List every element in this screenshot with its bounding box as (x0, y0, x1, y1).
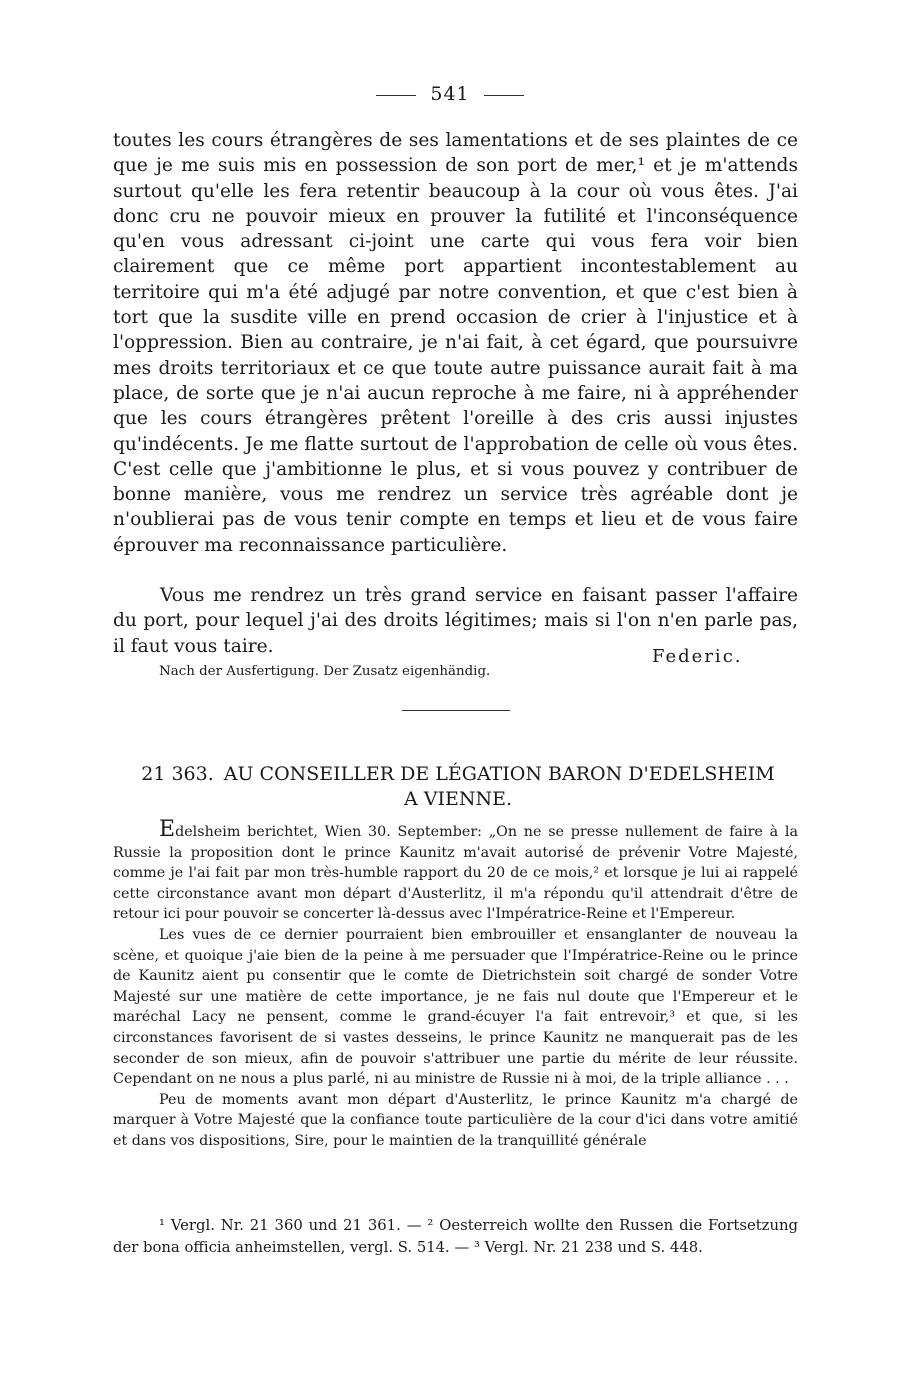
footnotes-text: ¹ Vergl. Nr. 21 360 und 21 361. — ² Oesterreich wollte den Russen die Fortsetzung der bona officia anheimstellen, vergl. S. 514. — ³ Vergl. Nr. 21 238 und S. 448. (113, 1217, 798, 1256)
signature: Federic. (652, 646, 743, 667)
left-rule (376, 95, 416, 96)
postscript: Vous me rendrez un très grand service en faisant passer l'affaire du port, pour lequel j'ai des droits légitimes; mais si l'on n'en parle pas, il faut vous taire. (113, 585, 798, 657)
section-separator (402, 710, 510, 711)
footnotes (113, 1215, 798, 1258)
document-heading (113, 762, 803, 812)
summary-paragraph-1-text: delsheim berichtet, Wien 30. September: „On ne se presse nullement de faire à la Russie la proposition dont le prince Kaunitz m'avait autorisé de prévenir Votre Majesté, comme je l'ai fait par mon très-humble rapport du 20 de ce mois,² et lorsque je lui ai rappelé cette circonstance avant mon départ d'Austerlitz, il m'a répondu qu'il attendrait d'être de retour ici pour pouvoir se concerter là-dessus avec l'Impératrice-Reine et l'Empereur. (113, 824, 798, 923)
dropcap: E (159, 817, 176, 842)
heading-line-1: AU CONSEILLER DE LÉGATION BARON D'EDELSHEIM (223, 763, 775, 785)
heading-line-2: A VIENNE. (403, 788, 513, 810)
right-rule (484, 95, 524, 96)
summary-paragraph-2: Les vues de ce dernier pourraient bien embrouiller et ensanglanter de nouveau la scène, et quoique j'aie bien de la peine à me persuader que l'Impératrice-Reine ou le prince de Kaunitz aient pu consentir que le comte de Dietrichstein soit chargé de sonder Votre Majesté sur une matière de cette importance, je ne fais nul doute que l'Empereur et le maréchal Lacy ne pensent, comme le grand-écuyer l'a fait entrevoir,³ et que, si les circonstances favorisent de si vastes desseins, le prince Kaunitz ne manquerait pas de les seconder de son mieux, afin de pouvoir s'attribuer une partie du mérite de leur réussite. Cependant on ne nous a plus parlé, ni au ministre de Russie ni à moi, de la triple alliance . . . (113, 926, 798, 1088)
page-number: 541 (430, 83, 470, 105)
letter-body (113, 128, 798, 558)
summary-body (113, 817, 798, 1152)
document-number: 21 363. (141, 763, 214, 785)
summary-paragraph-1 (113, 817, 798, 925)
page-number-header (0, 83, 900, 105)
summary-paragraph-3: Peu de moments avant mon départ d'Austerlitz, le prince Kaunitz m'a chargé de marquer à Votre Majesté que la confiance toute particulière de la cour d'ici dans votre amitié et dans vos dispositions, Sire, pour le maintien de la tranquillité générale (113, 1091, 798, 1149)
letter-continuation: toutes les cours étrangères de ses lamentations et de ses plaintes de ce que je me suis mis en possession de son port de mer,¹ et je m'attends surtout qu'elle les fera retentir beaucoup à la cour où vous êtes. J'ai donc cru ne pouvoir mieux en prouver la futilité et l'inconséquence qu'en vous adressant ci-joint une carte qui vous fera voir bien clairement que ce même port appartient incontestablement au territoire qui m'a été adjugé par notre convention, et que c'est bien à tort que la susdite ville en prend occasion de crier à l'injustice et à l'oppression. Bien au contraire, je n'ai fait, à cet égard, que poursuivre mes droits territoriaux et ce que toute autre puissance aurait fait à ma place, de sorte que je n'ai aucun reproche à me faire, ni à appréhender que les cours étrangères prêtent l'oreille à des cris aussi injustes qu'indécents. Je me flatte surtout de l'approbation de celle où vous êtes. C'est celle que j'ambitionne le plus, et si vous pouvez y contribuer de bonne manière, vous me rendrez un service très agréable dont je n'oublierai pas de vous tenir compte en temps et lieu et de vous faire éprouver ma reconnaissance particulière. (113, 130, 798, 556)
source-note: Nach der Ausfertigung. Der Zusatz eigenhändig. (159, 664, 491, 679)
